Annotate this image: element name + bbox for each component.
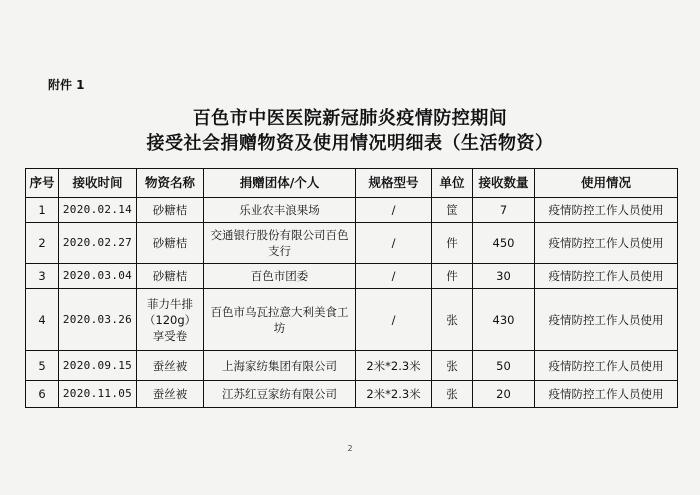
cell-usage: 疫情防控工作人员使用 [535, 381, 678, 408]
table-row [26, 381, 678, 408]
page-number: 2 [347, 444, 353, 453]
cell-donor: 百色市乌瓦拉意大利美食工坊 [204, 289, 356, 351]
cell-index: 6 [26, 381, 59, 408]
cell-usage: 疫情防控工作人员使用 [535, 198, 678, 223]
cell-index: 3 [26, 264, 59, 289]
cell-item-name: 砂糖桔 [137, 198, 204, 223]
cell-spec: 2米*2.3米 [356, 381, 432, 408]
cell-item-name: 蚕丝被 [137, 381, 204, 408]
cell-receive-date: 2020.03.04 [59, 264, 137, 289]
cell-unit: 筐 [432, 198, 473, 223]
header-receive-date: 接收时间 [59, 169, 137, 198]
cell-spec: / [356, 289, 432, 351]
document-title-line-2: 接受社会捐赠物资及使用情况明细表（生活物资） [146, 133, 554, 154]
cell-usage: 疫情防控工作人员使用 [535, 223, 678, 264]
table-row [26, 223, 678, 264]
cell-donor: 上海家纺集团有限公司 [204, 351, 356, 381]
cell-item-name: 菲力牛排（120g）享受卷 [137, 289, 204, 351]
cell-index: 1 [26, 198, 59, 223]
document-title-line-1: 百色市中医医院新冠肺炎疫情防控期间 [192, 108, 508, 129]
cell-receive-date: 2020.02.14 [59, 198, 137, 223]
header-spec: 规格型号 [356, 169, 432, 198]
cell-index: 5 [26, 351, 59, 381]
cell-usage: 疫情防控工作人员使用 [535, 264, 678, 289]
cell-item-name: 砂糖桔 [137, 223, 204, 264]
cell-spec: / [356, 223, 432, 264]
cell-quantity: 50 [473, 351, 535, 381]
donation-table [25, 168, 678, 408]
table-row [26, 264, 678, 289]
cell-quantity: 450 [473, 223, 535, 264]
cell-spec: 2米*2.3米 [356, 351, 432, 381]
cell-receive-date: 2020.02.27 [59, 223, 137, 264]
cell-quantity: 30 [473, 264, 535, 289]
cell-receive-date: 2020.11.05 [59, 381, 137, 408]
cell-quantity: 430 [473, 289, 535, 351]
cell-usage: 疫情防控工作人员使用 [535, 289, 678, 351]
cell-unit: 张 [432, 381, 473, 408]
cell-spec: / [356, 264, 432, 289]
header-item-name: 物资名称 [137, 169, 204, 198]
cell-unit: 件 [432, 223, 473, 264]
cell-item-name: 砂糖桔 [137, 264, 204, 289]
cell-unit: 件 [432, 264, 473, 289]
table-header-row [26, 169, 678, 198]
cell-item-name: 蚕丝被 [137, 351, 204, 381]
cell-usage: 疫情防控工作人员使用 [535, 351, 678, 381]
attachment-label: 附件 1 [48, 78, 85, 92]
cell-index: 4 [26, 289, 59, 351]
cell-quantity: 7 [473, 198, 535, 223]
header-usage: 使用情况 [535, 169, 678, 198]
cell-receive-date: 2020.03.26 [59, 289, 137, 351]
cell-donor: 乐业农丰浪果场 [204, 198, 356, 223]
header-quantity: 接收数量 [473, 169, 535, 198]
cell-donor: 交通银行股份有限公司百色支行 [204, 223, 356, 264]
cell-quantity: 20 [473, 381, 535, 408]
header-donor: 捐赠团体/个人 [204, 169, 356, 198]
cell-index: 2 [26, 223, 59, 264]
cell-donor: 百色市团委 [204, 264, 356, 289]
header-index: 序号 [26, 169, 59, 198]
cell-donor: 江苏红豆家纺有限公司 [204, 381, 356, 408]
table-row [26, 198, 678, 223]
cell-spec: / [356, 198, 432, 223]
cell-receive-date: 2020.09.15 [59, 351, 137, 381]
table-row [26, 351, 678, 381]
cell-unit: 张 [432, 289, 473, 351]
cell-unit: 张 [432, 351, 473, 381]
table-row [26, 289, 678, 351]
header-unit: 单位 [432, 169, 473, 198]
